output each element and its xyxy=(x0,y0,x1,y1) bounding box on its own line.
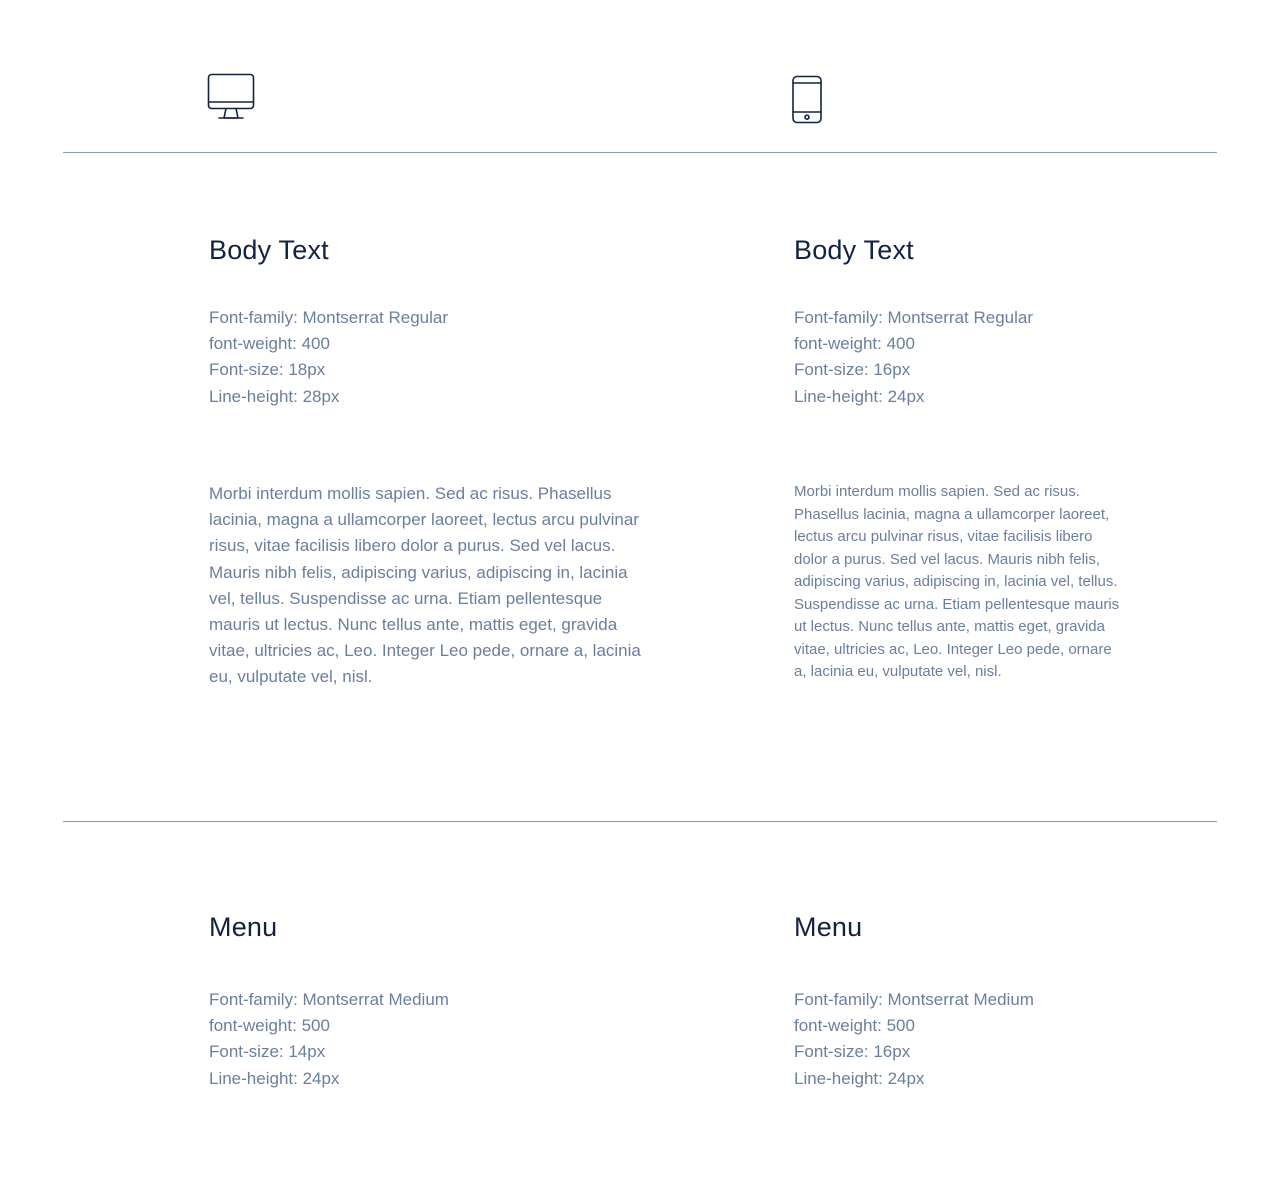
spec-font-size: Font-size: 18px xyxy=(209,360,326,380)
section-divider xyxy=(63,152,1217,153)
body-text-mobile-sample: Morbi interdum mollis sapien. Sed ac risus. Phasellus lacinia, magna a ullamcorper laoreet, lectus arcu pulvinar risus, vitae facilisis libero dolor a purus. Sed vel lacus. Mauris nibh felis, adipiscing varius, adipiscing in, lacinia vel, tellus. Suspendisse ac urna. Etiam pellentesque mauris ut lectus. Nunc tellus ante, mattis eget, gravida vitae, ultricies ac, Leo. Integer Leo pede, ornare a, lacinia eu, vulputate vel, nisl. xyxy=(794,483,1120,680)
spec-font-family: Font-family: Montserrat Medium xyxy=(209,990,449,1009)
spec-font-family: Font-family: Montserrat Medium xyxy=(794,990,1034,1009)
spec-font-size: Font-size: 16px xyxy=(794,1042,911,1062)
body-text-desktop-specs xyxy=(209,305,448,410)
menu-desktop-heading: Menu xyxy=(209,912,278,942)
body-text-desktop-heading: Body Text xyxy=(209,235,329,265)
spec-font-weight: font-weight: 400 xyxy=(209,334,330,354)
menu-mobile-heading: Menu xyxy=(794,912,863,942)
spec-font-weight: font-weight: 400 xyxy=(794,334,915,354)
spec-line-height: Line-height: 24px xyxy=(209,1068,340,1088)
spec-line-height: Line-height: 24px xyxy=(794,386,925,406)
menu-mobile-specs xyxy=(794,987,1034,1092)
body-text-desktop-sample: Morbi interdum mollis sapien. Sed ac risus. Phasellus lacinia, magna a ullamcorper laoreet, lectus arcu pulvinar risus, vitae facilisis libero dolor a purus. Sed vel lacus. Mauris nibh felis, adipiscing varius, adipiscing in, lacinia vel, tellus. Suspendisse ac urna. Etiam pellentesque mauris ut lectus. Nunc tellus ante, mattis eget, gravida vitae, ultricies ac, Leo. Integer Leo pede, ornare a, lacinia eu, vulputate vel, nisl. xyxy=(209,484,641,687)
spec-font-family: Font-family: Montserrat Regular xyxy=(794,308,1034,327)
spec-font-weight: font-weight: 500 xyxy=(794,1016,915,1036)
spec-font-size: Font-size: 14px xyxy=(209,1042,326,1062)
desktop-monitor-icon xyxy=(207,73,255,121)
menu-desktop-specs xyxy=(209,987,449,1092)
spec-font-family: Font-family: Montserrat Regular xyxy=(209,308,449,327)
body-text-mobile-specs xyxy=(794,305,1033,410)
spec-font-weight: font-weight: 500 xyxy=(209,1016,330,1036)
spec-font-size: Font-size: 16px xyxy=(794,360,911,380)
spec-line-height: Line-height: 28px xyxy=(209,386,340,406)
section-divider xyxy=(63,821,1217,822)
spec-line-height: Line-height: 24px xyxy=(794,1068,925,1088)
mobile-phone-icon xyxy=(791,75,823,125)
body-text-mobile-heading: Body Text xyxy=(794,235,914,265)
